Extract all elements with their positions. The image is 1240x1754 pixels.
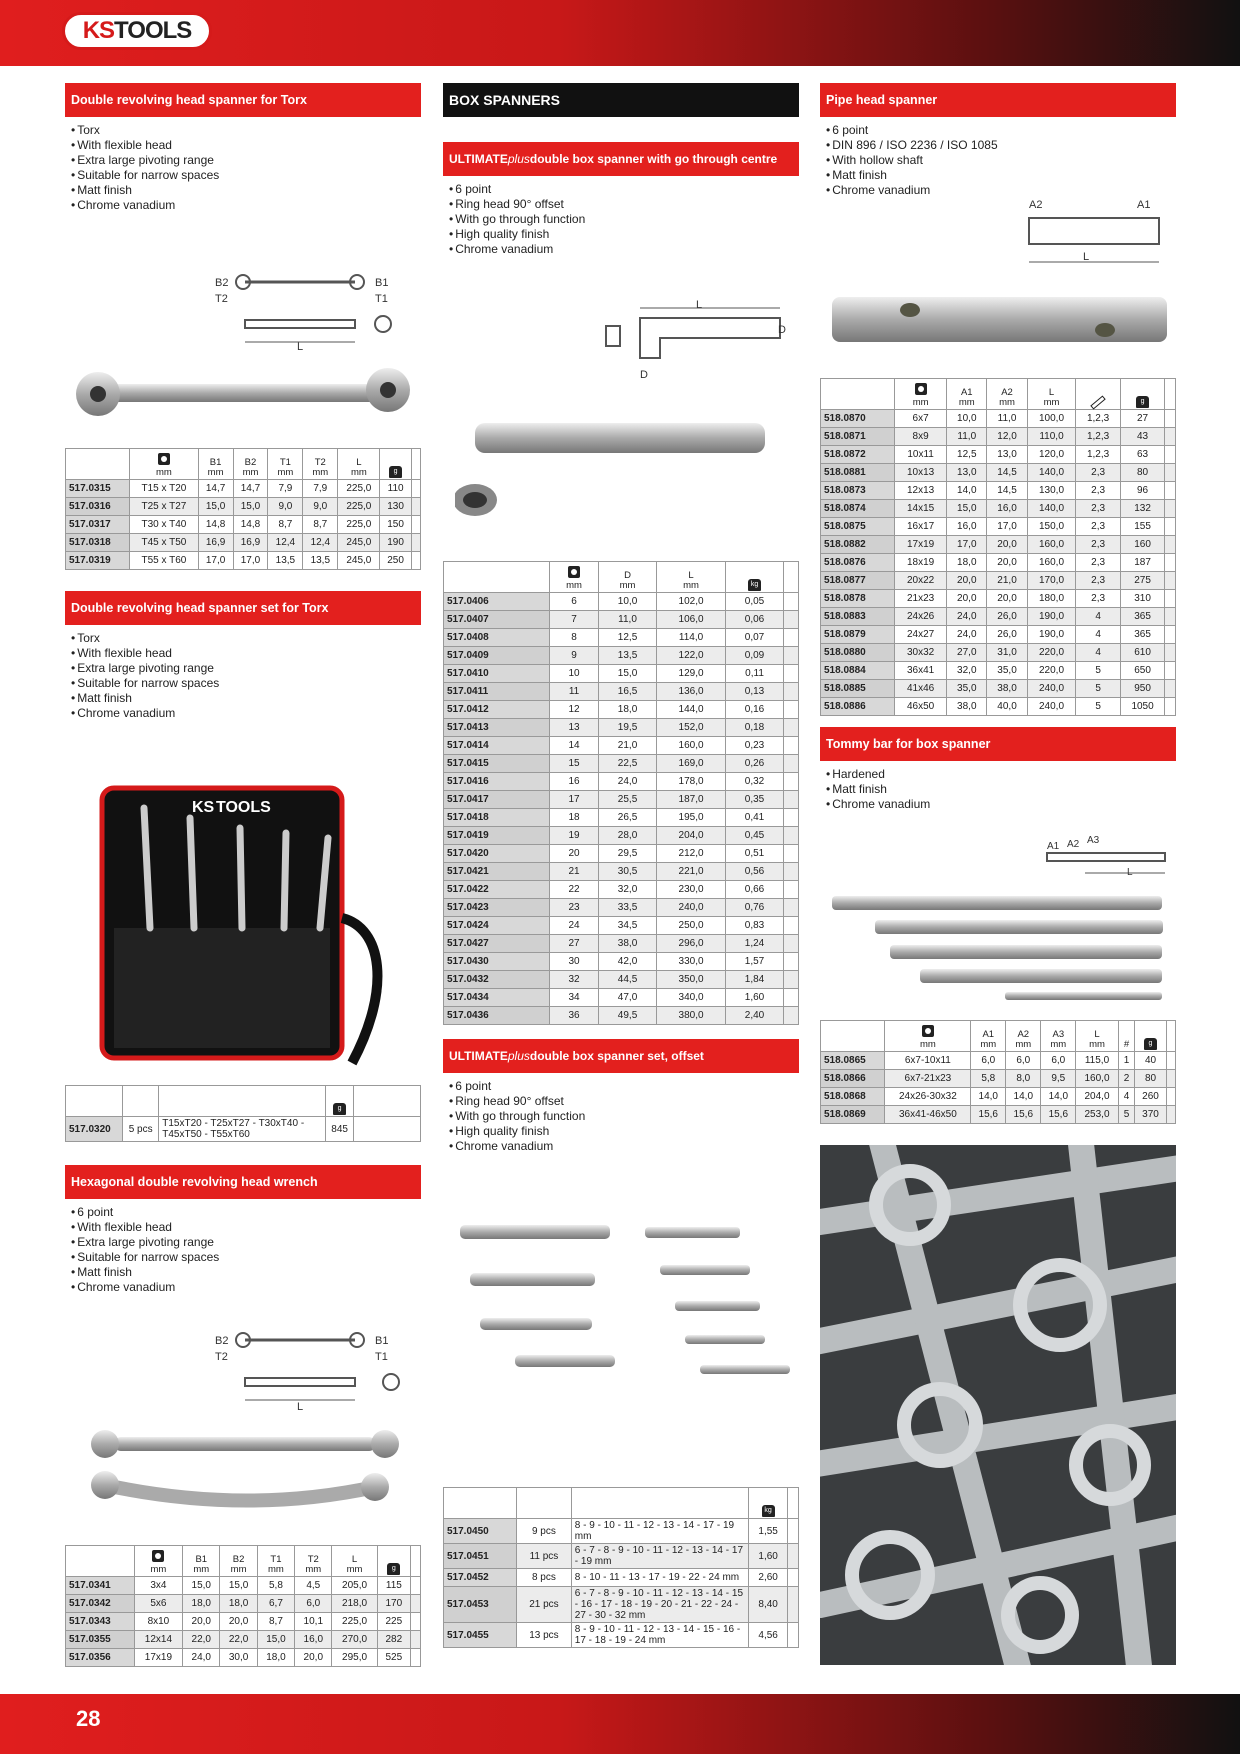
feature-item: • Chrome vanadium [826, 183, 1176, 198]
feature-item: • Matt finish [71, 691, 421, 706]
section-torx-spanner-set [65, 591, 421, 721]
feature-item: • Chrome vanadium [71, 198, 421, 213]
section-title: Double revolving head spanner set for Torx [65, 591, 421, 625]
table-row: 518.0874 14x15 15,0 16,0 140,0 2,3 132 [821, 500, 1176, 518]
table-row: 517.0413 13 19,5 152,0 0,18 [444, 719, 799, 737]
section-tommy-bar [820, 727, 1176, 812]
torx-spanner-dimension-drawing [205, 260, 405, 352]
table-row: 517.0421 21 30,5 221,0 0,56 [444, 863, 799, 881]
table-row: 517.0343 8x10 20,0 20,0 8,7 10,1 225,0 225 [66, 1613, 421, 1631]
table-row: 517.0424 24 34,5 250,0 0,83 [444, 917, 799, 935]
box-spanner-photo [455, 408, 795, 523]
feature-list [820, 123, 1176, 198]
table-row: 517.0450 9 pcs 8 - 9 - 10 - 11 - 12 - 13 - 14 - 17 - 19 mm 1,55 [444, 1519, 799, 1544]
page-number: 28 [76, 1706, 101, 1731]
weight-icon: g [1144, 1038, 1157, 1050]
feature-item: • Extra large pivoting range [71, 1235, 421, 1250]
table-row: 518.0879 24x27 24,0 26,0 190,0 4 365 [821, 626, 1176, 644]
feature-item: • With flexible head [71, 646, 421, 661]
table-row: 517.0318 T45 x T50 16,9 16,9 12,4 12,4 245,0 190 [66, 534, 421, 552]
svg-text:A3: A3 [1087, 835, 1100, 846]
table-row: 517.0434 34 47,0 340,0 1,60 [444, 989, 799, 1007]
table-header: mm B1 mm B2 mm T1 mm T2 mm L mm g [66, 1546, 421, 1577]
svg-text:B1: B1 [375, 277, 389, 289]
svg-text:KS: KS [192, 799, 215, 816]
table-row: 518.0875 16x17 16,0 17,0 150,0 2,3 155 [821, 518, 1176, 536]
feature-item: • Chrome vanadium [71, 706, 421, 721]
hex-socket-icon [158, 453, 170, 465]
feature-item: • Torx [71, 123, 421, 138]
svg-text:L: L [696, 299, 703, 311]
hex-socket-icon [922, 1025, 934, 1037]
feature-item: • Matt finish [71, 1265, 421, 1280]
table-row: 518.0878 21x23 20,0 20,0 180,0 2,3 310 [821, 590, 1176, 608]
table-row: 518.0881 10x13 13,0 14,5 140,0 2,3 80 [821, 464, 1176, 482]
table-row: 517.0342 5x6 18,0 18,0 6,7 6,0 218,0 170 [66, 1595, 421, 1613]
table-row: 518.0876 18x19 18,0 20,0 160,0 2,3 187 [821, 554, 1176, 572]
svg-text:L: L [1127, 867, 1133, 877]
feature-item: • High quality finish [449, 1124, 799, 1139]
table-row: 518.0880 30x32 27,0 31,0 220,0 4 610 [821, 644, 1176, 662]
feature-list [65, 123, 421, 213]
table-row: 518.0877 20x22 20,0 21,0 170,0 2,3 275 [821, 572, 1176, 590]
feature-item: • DIN 896 / ISO 2236 / ISO 1085 [826, 138, 1176, 153]
table-row: 517.0452 8 pcs 8 - 10 - 11 - 13 - 17 - 19 - 22 - 24 mm 2,60 [444, 1569, 799, 1587]
table-row: 518.0869 36x41-46x50 15,6 15,6 15,6 253,0 5 370 [821, 1106, 1176, 1124]
feature-item: • Torx [71, 631, 421, 646]
table-row: 518.0870 6x7 10,0 11,0 100,0 1,2,3 27 [821, 410, 1176, 428]
table-header: mm B1 mm B2 mm T1 mm T2 mm L mm g [66, 449, 421, 480]
table-row: 518.0868 24x26-30x32 14,0 14,0 14,0 204,0 4 260 [821, 1088, 1176, 1106]
table-row: 517.0414 14 21,0 160,0 0,23 [444, 737, 799, 755]
torx-set-table: g 517.0320 5 pcs T15xT20 - T25xT27 - T30xT40 - T45xT50 - T55xT60 845 [65, 1085, 421, 1142]
table-row: 517.0417 17 25,5 187,0 0,35 [444, 791, 799, 809]
tommy-bar-dimension-drawing [1045, 833, 1170, 877]
table-row: 518.0865 6x7-10x11 6,0 6,0 6,0 115,0 1 40 [821, 1052, 1176, 1070]
svg-text:A2: A2 [1029, 199, 1043, 211]
feature-item: • Hardened [826, 767, 1176, 782]
weight-icon: kg [748, 579, 761, 591]
table-row: 517.0420 20 29,5 212,0 0,51 [444, 845, 799, 863]
box-spanner-dimension-drawing [600, 298, 790, 388]
section-title: Double revolving head spanner for Torx [65, 83, 421, 117]
svg-text:B1: B1 [375, 1335, 389, 1347]
feature-item: • Chrome vanadium [449, 1139, 799, 1154]
section-pipe-head-spanner [820, 83, 1176, 198]
hex-socket-icon [568, 566, 580, 578]
table-row: 517.0419 19 28,0 204,0 0,45 [444, 827, 799, 845]
table-header: mm A1 mm A2 mm L mm g [821, 379, 1176, 410]
section-box-spanner-set [443, 1039, 799, 1154]
svg-text:A2: A2 [1067, 839, 1080, 850]
hex-wrench-dimension-drawing [205, 1328, 405, 1420]
svg-text:T1: T1 [375, 1351, 388, 1363]
feature-item: • 6 point [449, 1079, 799, 1094]
feature-item: • Extra large pivoting range [71, 153, 421, 168]
table-header: mm D mm L mm kg [444, 562, 799, 593]
torx-spanner-table [65, 448, 421, 570]
feature-item: • With go through function [449, 212, 799, 227]
table-row: 517.0317 T30 x T40 14,8 14,8 8,7 8,7 225,0 150 [66, 516, 421, 534]
feature-item: • Matt finish [71, 183, 421, 198]
table-row: 518.0872 10x11 12,5 13,0 120,0 1,2,3 63 [821, 446, 1176, 464]
hex-wrench-table [65, 1545, 421, 1667]
feature-item: • With flexible head [71, 138, 421, 153]
table-row: 517.0427 27 38,0 296,0 1,24 [444, 935, 799, 953]
weight-icon: g [389, 466, 402, 478]
table-row: 517.0432 32 44,5 350,0 1,84 [444, 971, 799, 989]
feature-item: • With hollow shaft [826, 153, 1176, 168]
hex-socket-icon [915, 383, 927, 395]
svg-text:B2: B2 [215, 1335, 229, 1347]
feature-item: • Extra large pivoting range [71, 661, 421, 676]
svg-text:L: L [297, 341, 304, 352]
table-row: 517.0406 6 10,0 102,0 0,05 [444, 593, 799, 611]
hex-wrench-photo [75, 1425, 415, 1525]
table-row: 517.0355 12x14 22,0 22,0 15,0 16,0 270,0 282 [66, 1631, 421, 1649]
table-row: 518.0885 41x46 35,0 38,0 240,0 5 950 [821, 680, 1176, 698]
table-header [444, 1488, 799, 1519]
feature-item: • Chrome vanadium [71, 1280, 421, 1295]
tommy-bars-photo [830, 890, 1170, 1005]
table-row: 517.0356 17x19 24,0 30,0 18,0 20,0 295,0 525 [66, 1649, 421, 1667]
table-row: 517.0319 T55 x T60 17,0 17,0 13,5 13,5 245,0 250 [66, 552, 421, 570]
feature-item: • Chrome vanadium [826, 797, 1176, 812]
svg-text:L: L [297, 1401, 304, 1413]
table-header: mm A1 mm A2 mm A3 mm L mm # g [821, 1021, 1176, 1052]
section-title: Tommy bar for box spanner [820, 727, 1176, 761]
table-row: 518.0882 17x19 17,0 20,0 160,0 2,3 160 [821, 536, 1176, 554]
svg-text:T2: T2 [215, 293, 228, 305]
section-title: Pipe head spanner [820, 83, 1176, 117]
feature-item: • Chrome vanadium [449, 242, 799, 257]
feature-item: • Matt finish [826, 782, 1176, 797]
table-row: 518.0883 24x26 24,0 26,0 190,0 4 365 [821, 608, 1176, 626]
svg-text:B2: B2 [215, 277, 229, 289]
table-row: 517.0409 9 13,5 122,0 0,09 [444, 647, 799, 665]
table-row: 517.0341 3x4 15,0 15,0 5,8 4,5 205,0 115 [66, 1577, 421, 1595]
table-row: 517.0455 13 pcs 8 - 9 - 10 - 11 - 12 - 13 - 14 - 15 - 16 - 17 - 18 - 19 - 24 mm 4,56 [444, 1623, 799, 1648]
section-title: BOX SPANNERS [443, 83, 799, 117]
feature-list [65, 631, 421, 721]
table-row: 517.0407 7 11,0 106,0 0,06 [444, 611, 799, 629]
feature-item: • With go through function [449, 1109, 799, 1124]
svg-text:T2: T2 [215, 1351, 228, 1363]
feature-item: • Suitable for narrow spaces [71, 1250, 421, 1265]
svg-text:D: D [778, 324, 786, 336]
table-row: 517.0423 23 33,5 240,0 0,76 [444, 899, 799, 917]
table-row: 517.0412 12 18,0 144,0 0,16 [444, 701, 799, 719]
table-row: 517.0315 T15 x T20 14,7 14,7 7,9 7,9 225,0 110 [66, 480, 421, 498]
svg-text:T1: T1 [375, 293, 388, 305]
section-box-spanners [443, 83, 799, 257]
ks-tools-logo: KS TOOLS [62, 12, 212, 50]
section-hex-wrench [65, 1165, 421, 1295]
feature-item: • 6 point [826, 123, 1176, 138]
weight-icon: kg [762, 1505, 775, 1517]
feature-list [820, 767, 1176, 812]
table-row: 518.0873 12x13 14,0 14,5 130,0 2,3 96 [821, 482, 1176, 500]
table-row: 517.0410 10 15,0 129,0 0,11 [444, 665, 799, 683]
tommy-bar-icon [1090, 395, 1105, 409]
feature-list [443, 1079, 799, 1154]
subsection-title: ULTIMATE plus double box spanner set, offset [443, 1039, 799, 1073]
svg-text:A1: A1 [1137, 199, 1151, 211]
table-row: 517.0316 T25 x T27 15,0 15,0 9,0 9,0 225,0 130 [66, 498, 421, 516]
spanners-pile-photo [820, 1145, 1176, 1665]
feature-item: • With flexible head [71, 1220, 421, 1235]
box-spanner-set-table [443, 1487, 799, 1648]
svg-text:A1: A1 [1047, 841, 1060, 852]
feature-item: • Suitable for narrow spaces [71, 168, 421, 183]
weight-icon: g [1136, 396, 1149, 408]
table-row: 517.0416 16 24,0 178,0 0,32 [444, 773, 799, 791]
box-spanner-set-photo [445, 1215, 795, 1395]
feature-item: • Ring head 90° offset [449, 197, 799, 212]
feature-item: • Matt finish [826, 168, 1176, 183]
table-row: 517.0415 15 22,5 169,0 0,26 [444, 755, 799, 773]
feature-list [443, 182, 799, 257]
bottom-banner [0, 1694, 1240, 1754]
box-spanner-table [443, 561, 799, 1025]
table-row: 518.0886 46x50 38,0 40,0 240,0 5 1050 [821, 698, 1176, 716]
table-row: 517.0418 18 26,5 195,0 0,41 [444, 809, 799, 827]
table-row: 517.0451 11 pcs 6 - 7 - 8 - 9 - 10 - 11 - 12 - 13 - 14 - 17 - 19 mm 1,60 [444, 1544, 799, 1569]
pipe-spanner-table [820, 378, 1176, 716]
hex-socket-icon [152, 1550, 164, 1562]
feature-item: • High quality finish [449, 227, 799, 242]
svg-text:L: L [1083, 251, 1090, 263]
table-row: 517.0408 8 12,5 114,0 0,07 [444, 629, 799, 647]
section-torx-spanner [65, 83, 421, 213]
table-row: 517.0436 36 49,5 380,0 2,40 [444, 1007, 799, 1025]
svg-text:D: D [640, 369, 648, 381]
tommy-bar-table [820, 1020, 1176, 1124]
table-row: 517.0411 11 16,5 136,0 0,13 [444, 683, 799, 701]
pipe-spanner-dimension-drawing [1015, 196, 1180, 270]
pipe-spanner-photo [830, 292, 1170, 352]
feature-item: • 6 point [71, 1205, 421, 1220]
svg-text:TOOLS: TOOLS [216, 799, 271, 816]
table-row: 518.0866 6x7-21x23 5,8 8,0 9,5 160,0 2 80 [821, 1070, 1176, 1088]
feature-item: • Suitable for narrow spaces [71, 676, 421, 691]
torx-spanner-photo [70, 362, 410, 432]
table-row: 517.0430 30 42,0 330,0 1,57 [444, 953, 799, 971]
table-row: 518.0871 8x9 11,0 12,0 110,0 1,2,3 43 [821, 428, 1176, 446]
feature-item: • Ring head 90° offset [449, 1094, 799, 1109]
table-row: 517.0453 21 pcs 6 - 7 - 8 - 9 - 10 - 11 - 12 - 13 - 14 - 15 - 16 - 17 - 18 - 19 - 20 - 21 - 22 - 24 - 27 - 30 - 32 mm 8,40 [444, 1587, 799, 1623]
subsection-title: ULTIMATE plus double box spanner with go through centre [443, 142, 799, 176]
section-title: Hexagonal double revolving head wrench [65, 1165, 421, 1199]
table-row: 518.0884 36x41 32,0 35,0 220,0 5 650 [821, 662, 1176, 680]
feature-item: • 6 point [449, 182, 799, 197]
table-row: 517.0422 22 32,0 230,0 0,66 [444, 881, 799, 899]
weight-icon: g [387, 1563, 400, 1575]
feature-list [65, 1205, 421, 1295]
torx-set-roll-photo [92, 778, 392, 1068]
